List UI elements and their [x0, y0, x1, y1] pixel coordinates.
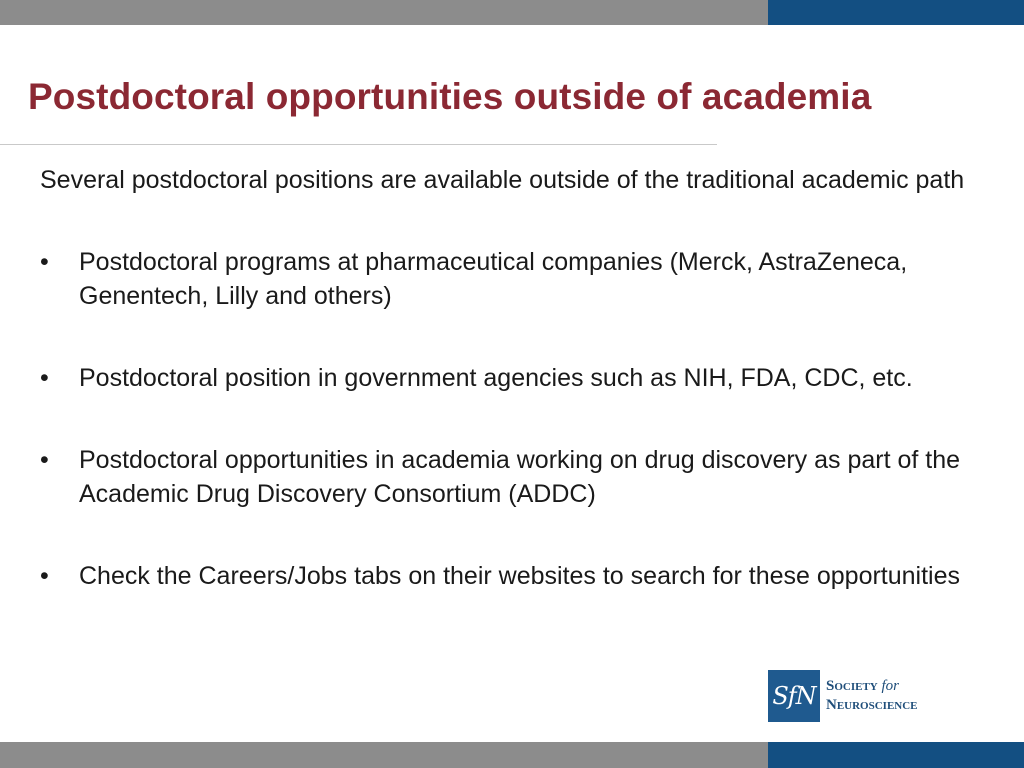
- bottom-bar-blue: [768, 742, 1024, 768]
- bullet-icon: •: [40, 562, 49, 590]
- slide-title: Postdoctoral opportunities outside of academia: [28, 76, 872, 117]
- bullet-icon: •: [40, 364, 49, 392]
- sfn-logo: [768, 670, 948, 722]
- intro-text: Several postdoctoral positions are available outside of the traditional academic path: [40, 166, 965, 194]
- bottom-bar-gray: [0, 742, 768, 768]
- logo-line1: Society: [826, 678, 878, 694]
- bullet-item: [40, 361, 970, 395]
- bullet-list: [40, 245, 970, 593]
- bullet-text: Postdoctoral opportunities in academia working on drug discovery as part of the Academic Drug Discovery Consortium (ADDC): [79, 446, 961, 508]
- bullet-icon: •: [40, 446, 49, 474]
- sfn-logo-wordmark: [826, 677, 918, 715]
- bullet-item: [40, 443, 970, 511]
- logo-line1-suffix: for: [881, 678, 900, 694]
- sfn-logo-mark: SfN: [768, 670, 820, 722]
- slide-content: [40, 163, 970, 641]
- bullet-text: Postdoctoral programs at pharmaceutical companies (Merck, AstraZeneca, Genentech, Lilly and others): [79, 248, 908, 310]
- bullet-text: Postdoctoral position in government agencies such as NIH, FDA, CDC, etc.: [79, 364, 913, 392]
- bullet-item: [40, 245, 970, 313]
- top-bar-gray: [0, 0, 768, 25]
- bullet-item: [40, 559, 970, 593]
- logo-line2: Neuroscience: [826, 697, 918, 713]
- bullet-text: Check the Careers/Jobs tabs on their websites to search for these opportunities: [79, 562, 961, 590]
- top-bar-blue: [768, 0, 1024, 25]
- title-divider: [0, 144, 717, 145]
- bullet-icon: •: [40, 248, 49, 276]
